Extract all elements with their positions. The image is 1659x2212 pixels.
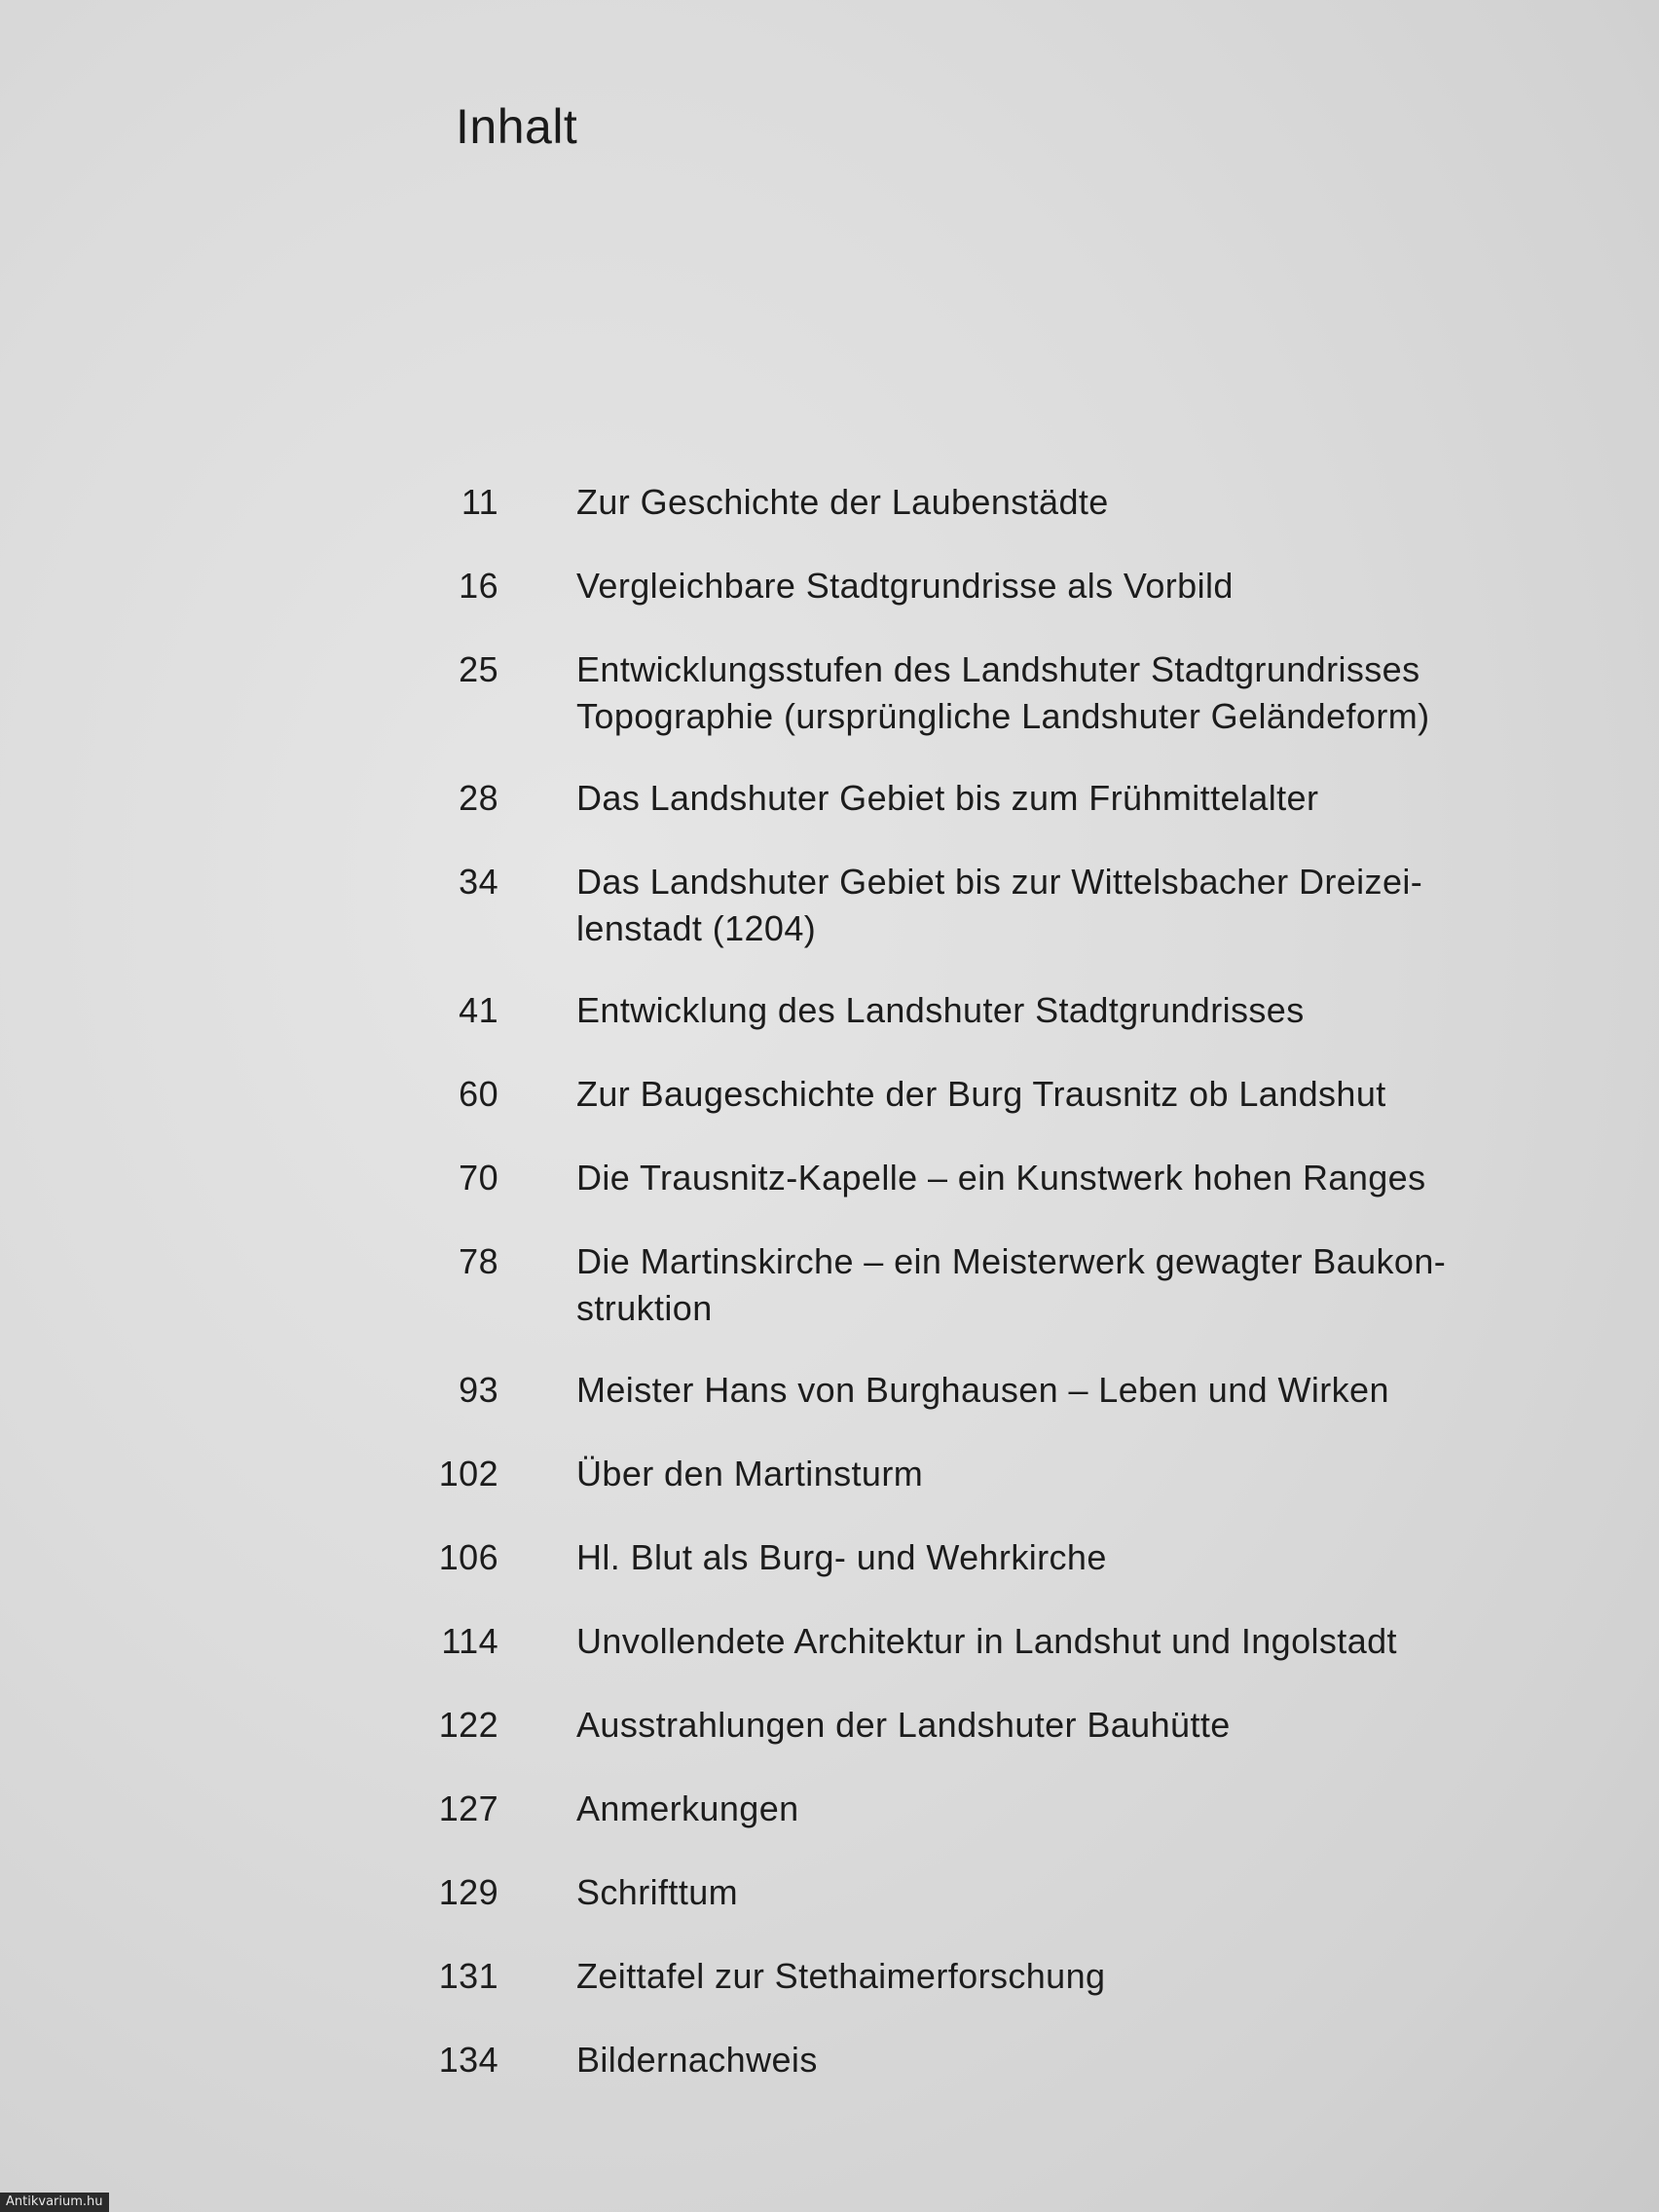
toc-page-number: 122	[438, 1705, 498, 1745]
toc-page-number: 60	[459, 1074, 498, 1114]
toc-entry-title: Schrifttum	[576, 1872, 739, 1912]
toc-page-number: 106	[438, 1537, 498, 1577]
toc-page-number: 11	[461, 482, 498, 522]
toc-entry-title: Unvollendete Architektur in Landshut und Ingolstadt	[576, 1621, 1397, 1661]
toc-page-number: 28	[459, 778, 498, 818]
toc-entry-title: struktion	[576, 1288, 713, 1328]
watermark: Antikvarium.hu	[0, 2193, 109, 2212]
toc-page-number: 16	[459, 566, 498, 606]
toc-entry-title: Die Trausnitz-Kapelle – ein Kunstwerk hohen Ranges	[576, 1158, 1426, 1198]
page-title: Inhalt	[456, 99, 578, 154]
toc-entry-title: Zur Baugeschichte der Burg Trausnitz ob Landshut	[576, 1074, 1386, 1114]
toc-entry-title: Zeittafel zur Stethaimerforschung	[576, 1956, 1106, 1996]
toc-entry-title: Bildernachweis	[576, 2040, 818, 2080]
toc-entry-title: Hl. Blut als Burg- und Wehrkirche	[576, 1537, 1107, 1577]
toc-entry-title: Das Landshuter Gebiet bis zur Wittelsbacher Dreizei-	[576, 862, 1423, 902]
toc-entry-title: Zur Geschichte der Laubenstädte	[576, 482, 1109, 522]
toc-page-number: 134	[438, 2040, 498, 2080]
toc-page-number: 41	[459, 990, 498, 1030]
toc-entry-title: Meister Hans von Burghausen – Leben und Wirken	[576, 1370, 1389, 1410]
toc-entry-title: Ausstrahlungen der Landshuter Bauhütte	[576, 1705, 1231, 1745]
toc-page-number: 129	[438, 1872, 498, 1912]
toc-page-number: 34	[459, 862, 498, 902]
toc-page-number: 131	[438, 1956, 498, 1996]
toc-page-number: 127	[438, 1788, 498, 1828]
toc-entry-title: lenstadt (1204)	[576, 908, 817, 948]
toc-entry-title: Topographie (ursprüngliche Landshuter Geländeform)	[576, 696, 1430, 736]
toc-entry-title: Die Martinskirche – ein Meisterwerk gewagter Baukon-	[576, 1241, 1447, 1281]
toc-entry-title: Anmerkungen	[576, 1788, 799, 1828]
toc-page-number: 70	[459, 1158, 498, 1198]
toc-entry-title: Entwicklung des Landshuter Stadtgrundrisses	[576, 990, 1305, 1030]
toc-page-number: 114	[441, 1621, 498, 1661]
toc-entry-title: Vergleichbare Stadtgrundrisse als Vorbild	[576, 566, 1234, 606]
toc-page-number: 93	[459, 1370, 498, 1410]
toc-page-number: 78	[459, 1241, 498, 1281]
toc-entry-title: Entwicklungsstufen des Landshuter Stadtgrundrisses	[576, 649, 1420, 689]
toc-page-number: 102	[438, 1454, 498, 1493]
toc-entry-title: Das Landshuter Gebiet bis zum Frühmittelalter	[576, 778, 1319, 818]
toc-page-number: 25	[459, 649, 498, 689]
toc-entry-title: Über den Martinsturm	[576, 1454, 924, 1493]
